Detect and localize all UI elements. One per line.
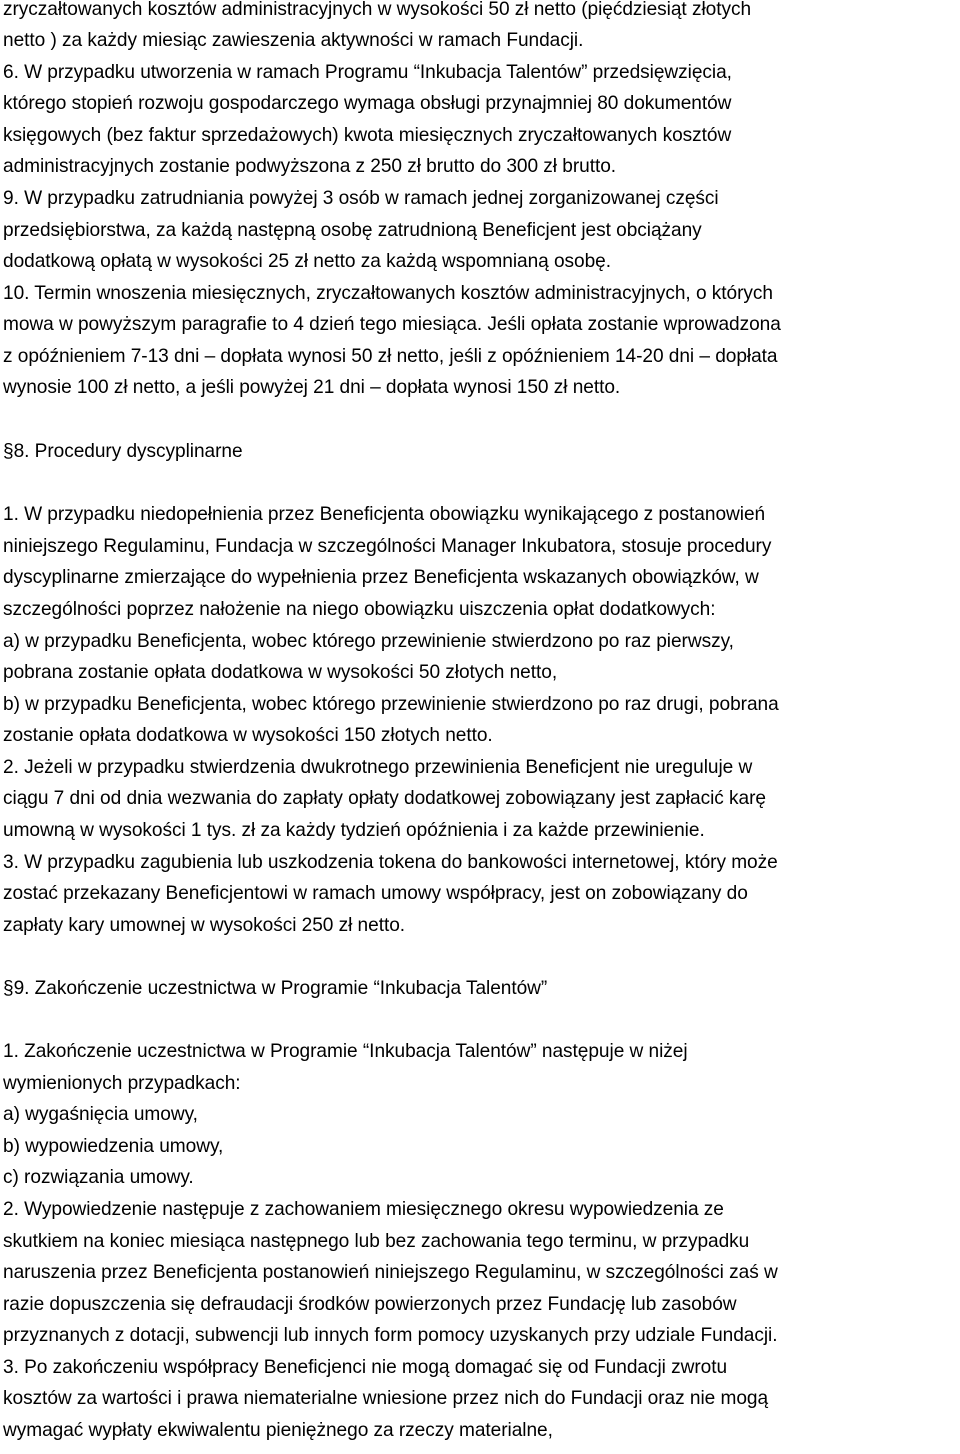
- text-line: naruszenia przez Beneficjenta postanowień niniejszego Regulaminu, w szczególności zaś w: [3, 1262, 778, 1283]
- text-line: kosztów za wartości i prawa niematerialne wniesione przez nich do Fundacji oraz nie mogą: [3, 1388, 769, 1409]
- text-line: ciągu 7 dni od dnia wezwania do zapłaty opłaty dodatkowej zobowiązany jest zapłacić karę: [3, 788, 766, 809]
- text-line: b) wypowiedzenia umowy,: [3, 1136, 224, 1157]
- text-line: razie dopuszczenia się defraudacji środków powierzonych przez Fundację lub zasobów: [3, 1294, 737, 1315]
- text-line: skutkiem na koniec miesiąca następnego lub bez zachowania tego terminu, w przypadku: [3, 1231, 750, 1252]
- text-line: 6. W przypadku utworzenia w ramach Programu “Inkubacja Talentów” przedsięwzięcia,: [3, 62, 732, 83]
- text-line: którego stopień rozwoju gospodarczego wymaga obsługi przynajmniej 80 dokumentów: [3, 93, 732, 114]
- text-line: niniejszego Regulaminu, Fundacja w szczególności Manager Inkubatora, stosuje procedury: [3, 536, 772, 557]
- text-line: dodatkową opłatą w wysokości 25 zł netto za każdą wspomnianą osobę.: [3, 251, 612, 272]
- section-heading: §9. Zakończenie uczestnictwa w Programie “Inkubacja Talentów”: [3, 978, 548, 999]
- text-line: netto ) za każdy miesiąc zawieszenia aktywności w ramach Fundacji.: [3, 30, 584, 51]
- text-line: 1. Zakończenie uczestnictwa w Programie “Inkubacja Talentów” następuje w niżej: [3, 1041, 688, 1062]
- text-line: 3. W przypadku zagubienia lub uszkodzenia tokena do bankowości internetowej, który może: [3, 852, 778, 873]
- text-line: dyscyplinarne zmierzające do wypełnienia przez Beneficjenta wskazanych obowiązków, w: [3, 567, 759, 588]
- text-line: administracyjnych zostanie podwyższona z 250 zł brutto do 300 zł brutto.: [3, 156, 617, 177]
- text-line: 1. W przypadku niedopełnienia przez Beneficjenta obowiązku wynikającego z postanowień: [3, 504, 766, 525]
- text-line: z opóźnieniem 7-13 dni – dopłata wynosi 50 zł netto, jeśli z opóźnieniem 14-20 dni – dopłata: [3, 346, 778, 367]
- text-line: pobrana zostanie opłata dodatkowa w wysokości 50 złotych netto,: [3, 662, 558, 683]
- text-line: 10. Termin wnoszenia miesięcznych, zryczałtowanych kosztów administracyjnych, o których: [3, 283, 773, 304]
- text-line: przedsiębiorstwa, za każdą następną osobę zatrudnioną Beneficjent jest obciążany: [3, 220, 702, 241]
- text-line: wymagać wypłaty ekwiwalentu pieniężnego za rzeczy materialne,: [3, 1420, 553, 1441]
- text-line: wymienionych przypadkach:: [3, 1073, 241, 1094]
- text-line: 2. Jeżeli w przypadku stwierdzenia dwukrotnego przewinienia Beneficjent nie ureguluje w: [3, 757, 753, 778]
- text-line: a) w przypadku Beneficjenta, wobec którego przewinienie stwierdzono po raz pierwszy,: [3, 631, 734, 652]
- text-line: zapłaty kary umownej w wysokości 250 zł netto.: [3, 915, 406, 936]
- text-line: a) wygaśnięcia umowy,: [3, 1104, 198, 1125]
- text-line: 2. Wypowiedzenie następuje z zachowaniem miesięcznego okresu wypowiedzenia ze: [3, 1199, 724, 1220]
- text-line: szczególności poprzez nałożenie na niego obowiązku uiszczenia opłat dodatkowych:: [3, 599, 716, 620]
- text-line: zryczałtowanych kosztów administracyjnych w wysokości 50 zł netto (pięćdziesiąt złotych: [3, 0, 752, 20]
- text-line: zostać przekazany Beneficjentowi w ramach umowy współpracy, jest on zobowiązany do: [3, 883, 748, 904]
- section-heading: §8. Procedury dyscyplinarne: [3, 441, 243, 462]
- text-line: mowa w powyższym paragrafie to 4 dzień tego miesiąca. Jeśli opłata zostanie wprowadzona: [3, 314, 781, 335]
- text-line: b) w przypadku Beneficjenta, wobec którego przewinienie stwierdzono po raz drugi, pobrana: [3, 694, 779, 715]
- text-line: 9. W przypadku zatrudniania powyżej 3 osób w ramach jednej zorganizowanej części: [3, 188, 719, 209]
- text-line: księgowych (bez faktur sprzedażowych) kwota miesięcznych zryczałtowanych kosztów: [3, 125, 732, 146]
- text-line: zostanie opłata dodatkowa w wysokości 150 złotych netto.: [3, 725, 493, 746]
- text-line: umowną w wysokości 1 tys. zł za każdy tydzień opóźnienia i za każde przewinienie.: [3, 820, 705, 841]
- text-line: przyznanych z dotacji, subwencji lub innych form pomocy uzyskanych przy udziale Fundacji.: [3, 1325, 778, 1346]
- text-line: wynosie 100 zł netto, a jeśli powyżej 21 dni – dopłata wynosi 150 zł netto.: [3, 377, 621, 398]
- text-line: c) rozwiązania umowy.: [3, 1167, 194, 1188]
- text-line: 3. Po zakończeniu współpracy Beneficjenci nie mogą domagać się od Fundacji zwrotu: [3, 1357, 728, 1378]
